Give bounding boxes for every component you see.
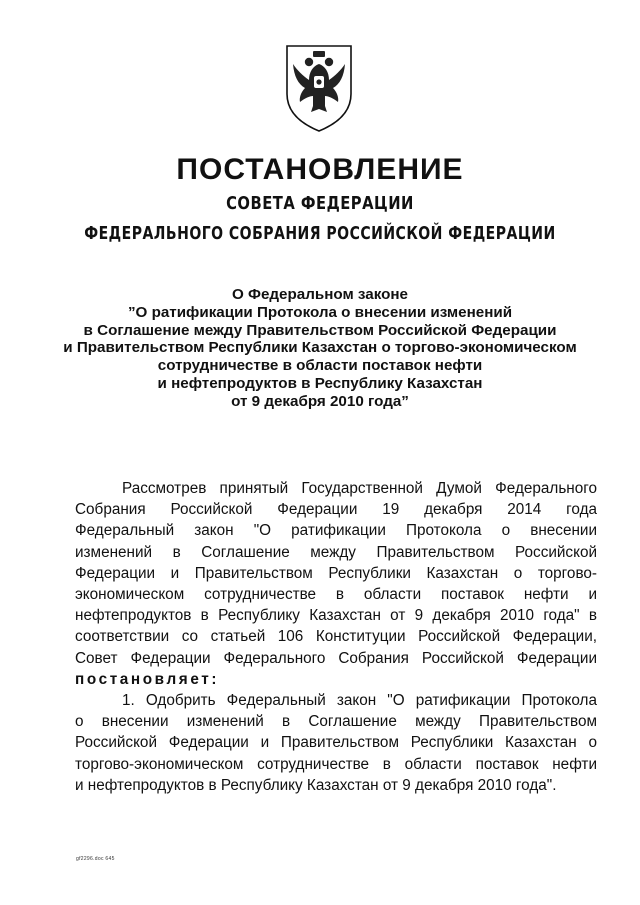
document-subject xyxy=(60,286,580,411)
text-line: экономическом сотрудничестве в области поставок нефти и xyxy=(75,586,597,604)
issuer-line-2: ФЕДЕРАЛЬНОГО СОБРАНИЯ РОССИЙСКОЙ ФЕДЕРАЦИИ xyxy=(84,223,556,244)
text-line: и нефтепродуктов в Республику Казахстан от 9 декабря 2010 года". xyxy=(75,776,557,794)
document-code: gf2296.doc 645 xyxy=(76,856,115,862)
coat-of-arms-icon xyxy=(283,42,355,134)
text-line: Рассмотрев принятый Государственной Думой Федерального xyxy=(122,480,597,497)
resolution-item-1 xyxy=(75,690,597,796)
text-line: Российской Федерации и Правительством Республики Казахстан о xyxy=(75,734,597,752)
text-line: торгово-экономическом сотрудничестве в области поставок нефти xyxy=(75,755,597,773)
subject-line: О Федеральном законе xyxy=(231,286,409,303)
text-line: Федерации и Правительством Республики Казахстан о торгово- xyxy=(75,564,597,582)
text-line: о внесении изменений в Соглашение между Правительством xyxy=(75,713,597,731)
subject-line: ”О ратификации Протокола о внесении изменений xyxy=(127,303,513,321)
subject-line: сотрудничестве в области поставок нефти xyxy=(157,357,483,375)
subject-line: от 9 декабря 2010 года” xyxy=(231,392,409,410)
text-line: нефтепродуктов в Республику Казахстан от 9 декабря 2010 года" в xyxy=(75,607,597,625)
issuer-line-1: СОВЕТА ФЕДЕРАЦИИ xyxy=(226,193,414,214)
subject-line: и Правительством Республики Казахстан о торгово-экономическом xyxy=(63,339,577,357)
decree-word: постановляет: xyxy=(75,670,220,688)
document-title: ПОСТАНОВЛЕНИЕ xyxy=(176,153,464,186)
text-line: соответствии со статьей 106 Конституции Российской Федерации, xyxy=(75,628,597,646)
text-line: изменений в Соглашение между Правительством Российской xyxy=(75,543,597,561)
subject-line: и нефтепродуктов в Республику Казахстан xyxy=(157,374,483,392)
text-line: Федеральный закон "О ратификации Протокола о внесении xyxy=(75,522,597,540)
subject-line: в Соглашение между Правительством Российской Федерации xyxy=(83,321,557,339)
text-line: Собрания Российской Федерации 19 декабря 2014 года xyxy=(75,501,597,519)
preamble-paragraph xyxy=(75,478,597,690)
text-line: 1. Одобрить Федеральный закон "О ратификации Протокола xyxy=(122,692,597,709)
text-line: Совет Федерации Федерального Собрания Российской Федерации xyxy=(75,649,597,667)
